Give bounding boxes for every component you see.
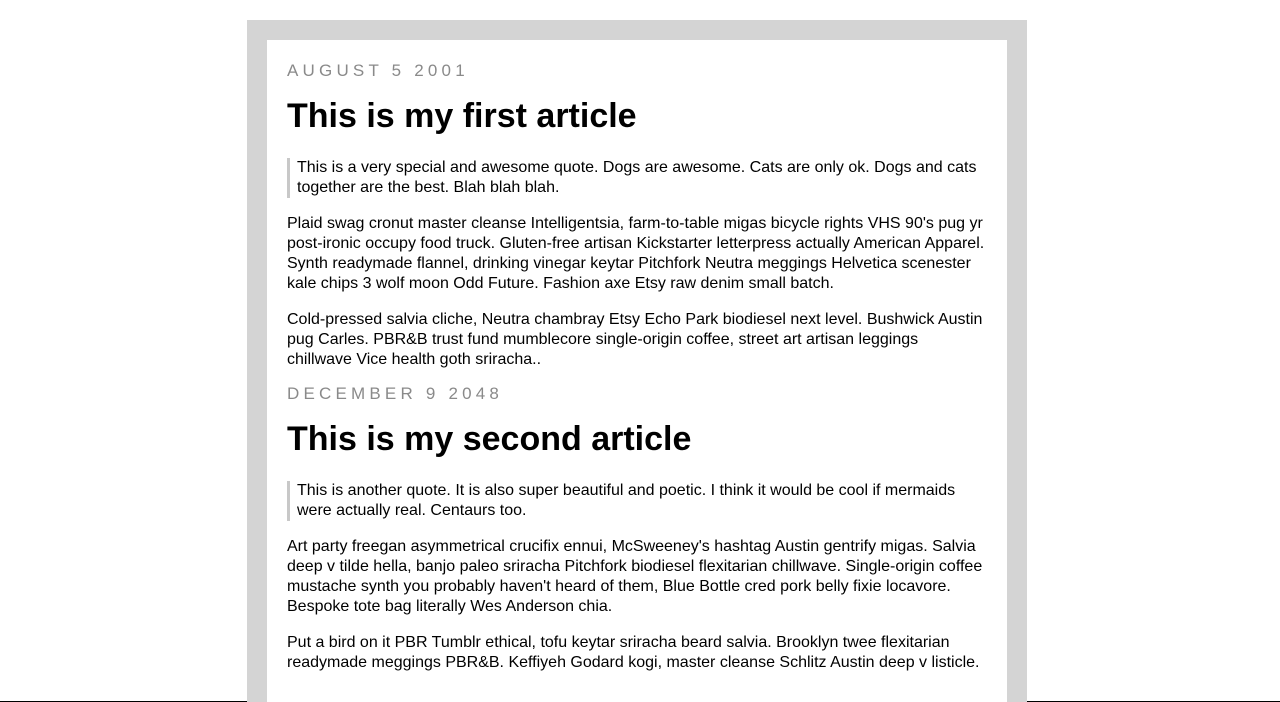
article-title: This is my second article: [287, 420, 692, 458]
article-2: [287, 384, 987, 673]
article-paragraph: Plaid swag cronut master cleanse Intelligentsia, farm-to-table migas bicycle rights VHS 90's pug yr post-ironic occupy food truck. Gluten-free artisan Kickstarter letterpress actually American Apparel. Synth readymade flannel, drinking vinegar keytar Pitchfork Neutra meggings Helvetica scenester kale chips 3 wolf moon Odd Future. Fashion axe Etsy raw denim small batch.: [287, 215, 985, 292]
article-date: AUGUST 5 2001: [287, 61, 469, 80]
article-title: This is my first article: [287, 97, 637, 135]
article-paragraph: Put a bird on it PBR Tumblr ethical, tofu keytar sriracha beard salvia. Brooklyn twee flexitarian readymade meggings PBR&B. Keffiyeh Godard kogi, master cleanse Schlitz Austin deep v listicle.: [287, 634, 980, 671]
article-card: [267, 40, 1007, 702]
article-paragraph: Cold-pressed salvia cliche, Neutra chambray Etsy Echo Park biodiesel next level. Bushwick Austin pug Carles. PBR&B trust fund mumblecore single-origin coffee, street art artisan leggings chillwave Vice health goth sriracha..: [287, 311, 983, 368]
article-quote: This is another quote. It is also super beautiful and poetic. I think it would be cool if mermaids were actually real. Centaurs too.: [287, 481, 987, 521]
article-1: [287, 61, 987, 370]
article-date: DECEMBER 9 2048: [287, 384, 504, 403]
article-paragraph: Art party freegan asymmetrical crucifix ennui, McSweeney's hashtag Austin gentrify migas. Salvia deep v tilde hella, banjo paleo sriracha Pitchfork biodiesel flexitarian chillwave. Single-origin coffee mustache synth you probably haven't heard of them, Blue Bottle cred pork belly fixie locavore. Bespoke tote bag literally Wes Anderson chia.: [287, 538, 983, 615]
article-quote: This is a very special and awesome quote. Dogs are awesome. Cats are only ok. Dogs and cats together are the best. Blah blah blah.: [287, 158, 987, 198]
